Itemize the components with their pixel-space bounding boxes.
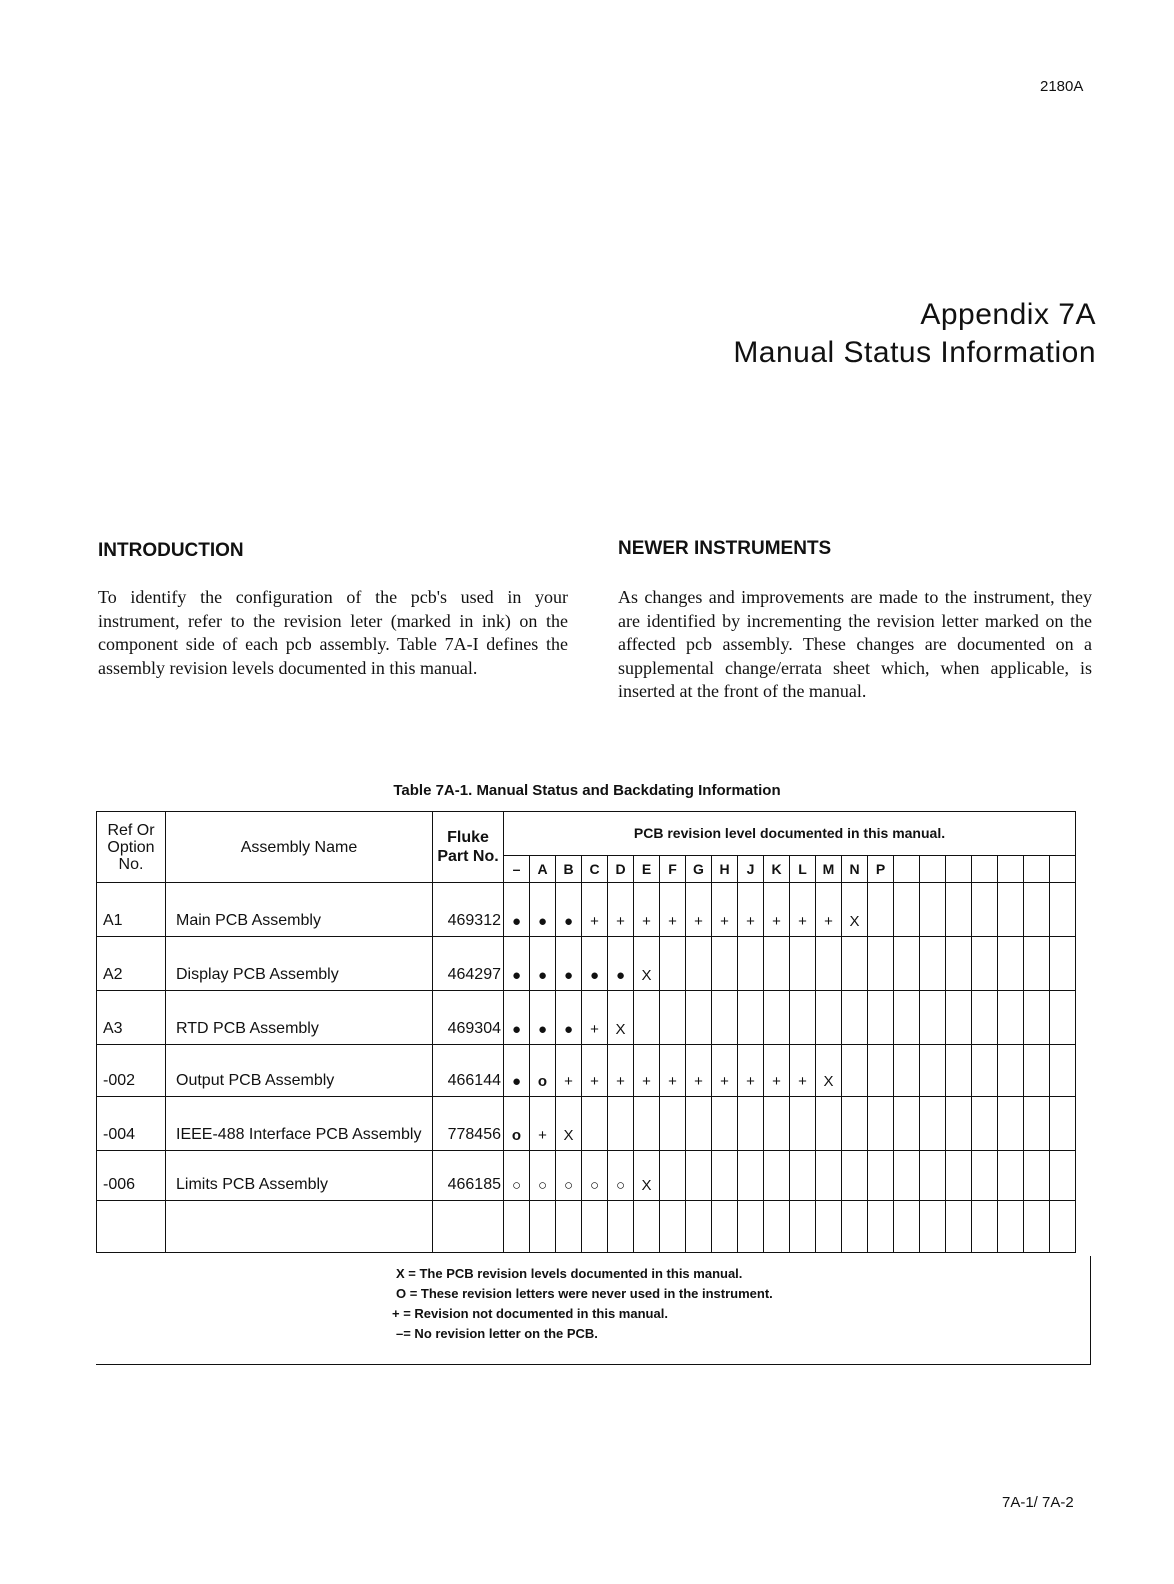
revision-mark: + — [686, 883, 712, 937]
revision-mark — [816, 991, 842, 1045]
revision-mark — [920, 1045, 946, 1097]
cell-ref — [97, 1201, 166, 1253]
revision-mark — [868, 937, 894, 991]
revision-mark — [738, 1201, 764, 1253]
revision-mark — [1024, 1201, 1050, 1253]
newer-instruments-body: As changes and improvements are made to the instrument, they are identified by incrementing the revision letter marked on the affected pcb assembly. These changes are documented on a supplemental change/errata sheet which, when applicable, is inserted at the front of the manual. — [618, 587, 1092, 701]
revision-mark: ● — [530, 937, 556, 991]
revision-mark: ● — [582, 937, 608, 991]
revision-mark — [686, 1151, 712, 1201]
revision-mark — [816, 1201, 842, 1253]
rev-letter-header: D — [608, 855, 634, 882]
rev-letter-header: M — [816, 855, 842, 882]
cell-ref: -004 — [97, 1097, 166, 1151]
revision-mark — [1050, 1097, 1076, 1151]
revision-mark: ● — [608, 937, 634, 991]
revision-mark — [946, 1151, 972, 1201]
revision-mark: ○ — [530, 1151, 556, 1201]
revision-mark: + — [790, 883, 816, 937]
revision-mark — [686, 1201, 712, 1253]
rev-letter-header — [1024, 855, 1050, 882]
revision-mark — [712, 937, 738, 991]
rev-letter-header — [998, 855, 1024, 882]
revision-mark — [764, 1097, 790, 1151]
legend-x: X = The PCB revision levels documented in this manual. — [396, 1266, 743, 1281]
revision-mark — [1050, 937, 1076, 991]
revision-mark — [582, 1097, 608, 1151]
revision-mark: + — [764, 883, 790, 937]
revision-mark — [842, 937, 868, 991]
rev-letter-header: K — [764, 855, 790, 882]
rev-letter-header — [894, 855, 920, 882]
revision-mark — [998, 1045, 1024, 1097]
revision-mark: + — [660, 883, 686, 937]
revision-mark — [764, 1201, 790, 1253]
revision-mark — [946, 1201, 972, 1253]
revision-mark — [1024, 883, 1050, 937]
revision-mark — [920, 1201, 946, 1253]
revision-mark — [1050, 1045, 1076, 1097]
revision-mark — [894, 883, 920, 937]
revision-mark — [894, 991, 920, 1045]
revision-mark — [1024, 1097, 1050, 1151]
revision-mark — [972, 937, 998, 991]
rev-letter-header: H — [712, 855, 738, 882]
revision-mark — [660, 991, 686, 1045]
revision-mark — [738, 1151, 764, 1201]
revision-mark — [790, 1151, 816, 1201]
revision-mark — [998, 1151, 1024, 1201]
revision-mark: ● — [530, 991, 556, 1045]
rev-letter-header — [972, 855, 998, 882]
table-row — [97, 991, 1076, 1045]
cell-name: IEEE-488 Interface PCB Assembly — [166, 1097, 433, 1151]
revision-mark — [790, 937, 816, 991]
revision-mark: X — [842, 883, 868, 937]
revision-mark: ○ — [556, 1151, 582, 1201]
revision-mark — [660, 1151, 686, 1201]
col-ref-header: Ref Or Option No. — [97, 812, 166, 883]
introduction-heading: INTRODUCTION — [98, 540, 244, 561]
revision-mark — [894, 1097, 920, 1151]
revision-mark — [712, 1201, 738, 1253]
revision-mark: X — [634, 1151, 660, 1201]
title-line-1: Appendix 7A — [920, 298, 1096, 331]
cell-name: Limits PCB Assembly — [166, 1151, 433, 1201]
revision-mark — [764, 937, 790, 991]
revision-mark — [998, 883, 1024, 937]
col-part-header: Fluke Part No. — [433, 812, 504, 883]
page-number: 7A-1/ 7A-2 — [1002, 1494, 1074, 1511]
revision-mark — [1024, 991, 1050, 1045]
revision-mark: ○ — [582, 1151, 608, 1201]
revision-mark — [712, 1151, 738, 1201]
revision-mark — [764, 991, 790, 1045]
cell-name — [166, 1201, 433, 1253]
revision-mark — [660, 937, 686, 991]
revision-mark: + — [582, 1045, 608, 1097]
revision-mark — [1024, 937, 1050, 991]
revision-mark — [868, 991, 894, 1045]
revision-mark: + — [556, 1045, 582, 1097]
rev-letter-header: L — [790, 855, 816, 882]
cell-ref: -006 — [97, 1151, 166, 1201]
table-row — [97, 937, 1076, 991]
cell-ref: -002 — [97, 1045, 166, 1097]
revision-mark — [998, 1201, 1024, 1253]
revision-mark: + — [712, 1045, 738, 1097]
table-row — [97, 1151, 1076, 1201]
revision-mark: X — [634, 937, 660, 991]
revision-mark — [686, 1097, 712, 1151]
revision-mark — [946, 937, 972, 991]
revision-mark — [868, 1201, 894, 1253]
cell-name: RTD PCB Assembly — [166, 991, 433, 1045]
col-rev-header: PCB revision level documented in this manual. — [504, 812, 1076, 856]
cell-ref: A3 — [97, 991, 166, 1045]
introduction-body: To identify the configuration of the pcb's used in your instrument, refer to the revision leter (marked in ink) on the component side of each pcb assembly. Table 7A-I defines the assembly revision levels documented in this manual. — [98, 587, 568, 678]
revision-mark — [1050, 991, 1076, 1045]
revision-mark — [686, 991, 712, 1045]
table-row — [97, 1201, 1076, 1253]
rev-letter-header: P — [868, 855, 894, 882]
revision-mark — [504, 1201, 530, 1253]
revision-mark — [634, 991, 660, 1045]
revision-mark — [998, 1097, 1024, 1151]
revision-mark: X — [556, 1097, 582, 1151]
revision-mark: + — [582, 883, 608, 937]
cell-part: 469312 — [433, 883, 504, 937]
revision-mark — [920, 883, 946, 937]
rev-letter-header: E — [634, 855, 660, 882]
revision-mark: ● — [504, 991, 530, 1045]
revision-mark — [946, 1045, 972, 1097]
revision-mark: ○ — [504, 1151, 530, 1201]
revision-mark — [660, 1097, 686, 1151]
revision-mark — [998, 937, 1024, 991]
revision-mark — [608, 1201, 634, 1253]
revision-mark — [634, 1097, 660, 1151]
revision-mark — [894, 1045, 920, 1097]
revision-mark — [790, 1201, 816, 1253]
table-row — [97, 1097, 1076, 1151]
cell-ref: A2 — [97, 937, 166, 991]
revision-mark — [816, 1097, 842, 1151]
revision-mark — [894, 1201, 920, 1253]
revision-mark: + — [582, 991, 608, 1045]
revision-mark: + — [712, 883, 738, 937]
revision-mark — [556, 1201, 582, 1253]
cell-part: 469304 — [433, 991, 504, 1045]
legend-dash: –= No revision letter on the PCB. — [396, 1326, 598, 1341]
revision-mark — [946, 1097, 972, 1151]
revision-mark — [842, 1201, 868, 1253]
cell-name: Output PCB Assembly — [166, 1045, 433, 1097]
revision-mark — [816, 937, 842, 991]
revision-mark — [894, 937, 920, 991]
title-line-2: Manual Status Information — [733, 336, 1096, 369]
table-row — [97, 1045, 1076, 1097]
rev-letter-header — [1050, 855, 1076, 882]
model-number: 2180A — [1040, 78, 1084, 95]
revision-mark — [894, 1151, 920, 1201]
revision-mark: + — [608, 1045, 634, 1097]
revision-mark — [972, 1201, 998, 1253]
revision-mark — [582, 1201, 608, 1253]
revision-mark: + — [764, 1045, 790, 1097]
revision-mark — [738, 991, 764, 1045]
manual-status-table — [96, 811, 1076, 1253]
newer-instruments-heading: NEWER INSTRUMENTS — [618, 538, 832, 559]
revision-mark — [920, 1097, 946, 1151]
revision-mark — [972, 883, 998, 937]
revision-mark: X — [608, 991, 634, 1045]
revision-mark — [842, 991, 868, 1045]
revision-mark — [1050, 883, 1076, 937]
table-caption: Table 7A-1. Manual Status and Backdating Information — [393, 782, 781, 799]
revision-mark — [920, 1151, 946, 1201]
rev-letter-header: J — [738, 855, 764, 882]
revision-mark: ● — [530, 883, 556, 937]
rev-letter-header: C — [582, 855, 608, 882]
revision-mark — [868, 1151, 894, 1201]
revision-mark — [790, 991, 816, 1045]
revision-mark — [660, 1201, 686, 1253]
revision-mark — [764, 1151, 790, 1201]
revision-mark: + — [634, 883, 660, 937]
rev-letter-header: F — [660, 855, 686, 882]
rev-letter-header — [920, 855, 946, 882]
cell-part: 466144 — [433, 1045, 504, 1097]
revision-mark — [868, 1097, 894, 1151]
rev-letter-header: G — [686, 855, 712, 882]
revision-mark: + — [816, 883, 842, 937]
revision-mark — [608, 1097, 634, 1151]
revision-mark — [1050, 1201, 1076, 1253]
cell-name: Display PCB Assembly — [166, 937, 433, 991]
cell-part: 464297 — [433, 937, 504, 991]
rev-letter-header: B — [556, 855, 582, 882]
revision-mark: + — [686, 1045, 712, 1097]
rev-letter-header: – — [504, 855, 530, 882]
revision-mark — [946, 991, 972, 1045]
revision-mark — [1050, 1151, 1076, 1201]
revision-mark — [1024, 1045, 1050, 1097]
revision-mark: ● — [556, 991, 582, 1045]
revision-mark — [920, 937, 946, 991]
revision-mark: + — [530, 1097, 556, 1151]
revision-mark: ● — [556, 937, 582, 991]
revision-mark — [530, 1201, 556, 1253]
revision-mark: o — [504, 1097, 530, 1151]
rev-letter-header: N — [842, 855, 868, 882]
revision-mark — [842, 1151, 868, 1201]
legend-plus: + = Revision not documented in this manual. — [392, 1306, 668, 1321]
cell-part — [433, 1201, 504, 1253]
cell-part: 778456 — [433, 1097, 504, 1151]
revision-mark — [712, 991, 738, 1045]
revision-mark — [868, 1045, 894, 1097]
revision-mark — [738, 937, 764, 991]
revision-mark — [946, 883, 972, 937]
revision-mark: + — [738, 883, 764, 937]
revision-mark: + — [608, 883, 634, 937]
revision-mark: + — [790, 1045, 816, 1097]
revision-mark — [972, 1151, 998, 1201]
revision-mark: o — [530, 1045, 556, 1097]
rev-letter-header — [946, 855, 972, 882]
revision-mark — [868, 883, 894, 937]
revision-mark — [972, 991, 998, 1045]
revision-mark — [686, 937, 712, 991]
cell-ref: A1 — [97, 883, 166, 937]
revision-mark: ○ — [608, 1151, 634, 1201]
revision-mark — [972, 1045, 998, 1097]
revision-mark — [738, 1097, 764, 1151]
revision-mark: + — [738, 1045, 764, 1097]
revision-mark: ● — [504, 883, 530, 937]
revision-mark — [634, 1201, 660, 1253]
revision-mark — [842, 1045, 868, 1097]
legend-o: O = These revision letters were never used in the instrument. — [396, 1286, 773, 1301]
page-title — [733, 296, 1096, 372]
revision-mark: + — [634, 1045, 660, 1097]
revision-mark: ● — [556, 883, 582, 937]
revision-mark — [972, 1097, 998, 1151]
revision-mark — [816, 1151, 842, 1201]
revision-mark: ● — [504, 1045, 530, 1097]
table-row — [97, 883, 1076, 937]
revision-mark — [920, 991, 946, 1045]
revision-mark: ● — [504, 937, 530, 991]
revision-mark — [712, 1097, 738, 1151]
revision-mark — [790, 1097, 816, 1151]
cell-part: 466185 — [433, 1151, 504, 1201]
legend — [96, 1256, 1091, 1365]
revision-mark: X — [816, 1045, 842, 1097]
rev-letter-header: A — [530, 855, 556, 882]
revision-mark: + — [660, 1045, 686, 1097]
cell-name: Main PCB Assembly — [166, 883, 433, 937]
revision-mark — [1024, 1151, 1050, 1201]
revision-mark — [998, 991, 1024, 1045]
col-name-header: Assembly Name — [166, 812, 433, 883]
revision-mark — [842, 1097, 868, 1151]
